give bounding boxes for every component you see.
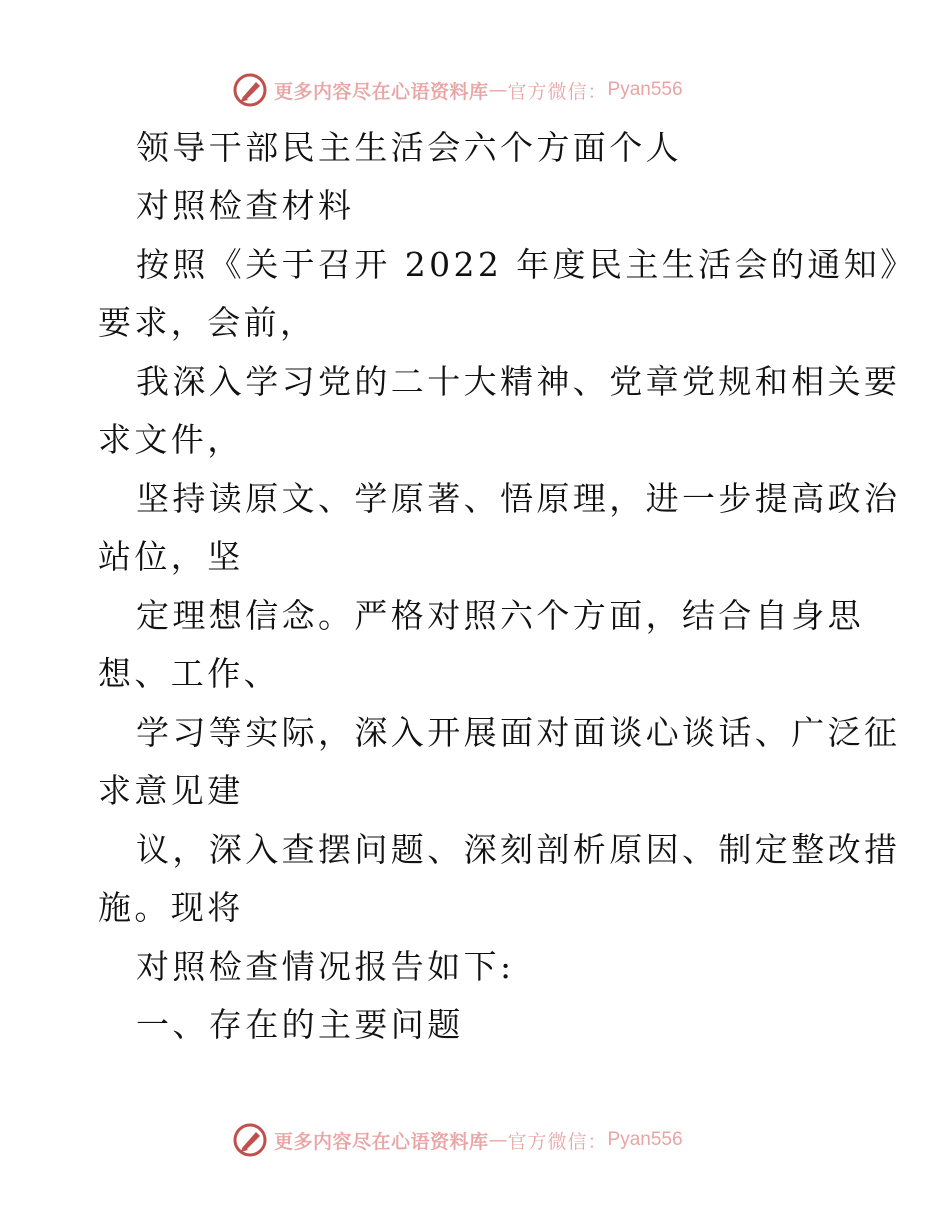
pen-logo-icon	[232, 72, 268, 108]
doc-paragraph-line: 学习等实际，深入开展面对面谈心谈话、广泛征	[136, 713, 901, 752]
doc-paragraph-line: 求文件，	[98, 420, 244, 459]
doc-paragraph-line: 施。现将	[98, 888, 244, 927]
doc-paragraph-line: 站位，坚	[98, 537, 244, 576]
doc-paragraph-line: 对照检查情况报告如下:	[136, 947, 515, 986]
doc-paragraph-line: 按照《关于召开 2022 年度民主生活会的通知》	[136, 245, 917, 284]
watermark-dash: —	[488, 1129, 508, 1151]
watermark-wechat-label: 官方微信：	[507, 1130, 608, 1153]
doc-paragraph-line: 议，深入查摆问题、深刻剖析原因、制定整改措	[136, 830, 901, 869]
watermark-text: 更多内容尽在心语资料库	[274, 1130, 489, 1153]
footer-watermark	[232, 1120, 683, 1160]
watermark-dash: —	[488, 79, 508, 101]
watermark-wechat-label: 官方微信：	[507, 80, 608, 103]
pen-logo-icon	[232, 1122, 268, 1158]
doc-section-heading: 一、存在的主要问题	[136, 1005, 464, 1044]
doc-title-line-1: 领导干部民主生活会六个方面个人	[136, 128, 682, 167]
doc-paragraph-line: 想、工作、	[98, 654, 280, 693]
doc-paragraph-line: 要求，会前，	[98, 303, 317, 342]
doc-paragraph-line: 坚持读原文、学原著、悟原理，进一步提高政治	[136, 479, 901, 518]
header-watermark	[232, 70, 683, 110]
doc-paragraph-line: 定理想信念。严格对照六个方面，结合自身思	[136, 596, 864, 635]
doc-paragraph-line: 求意见建	[98, 771, 244, 810]
doc-title-line-2: 对照检查材料	[136, 186, 355, 225]
watermark-wechat-id: Pyan556	[607, 79, 683, 100]
watermark-text: 更多内容尽在心语资料库	[274, 80, 489, 103]
doc-paragraph-line: 我深入学习党的二十大精神、党章党规和相关要	[136, 362, 901, 401]
watermark-wechat-id: Pyan556	[607, 1129, 683, 1150]
